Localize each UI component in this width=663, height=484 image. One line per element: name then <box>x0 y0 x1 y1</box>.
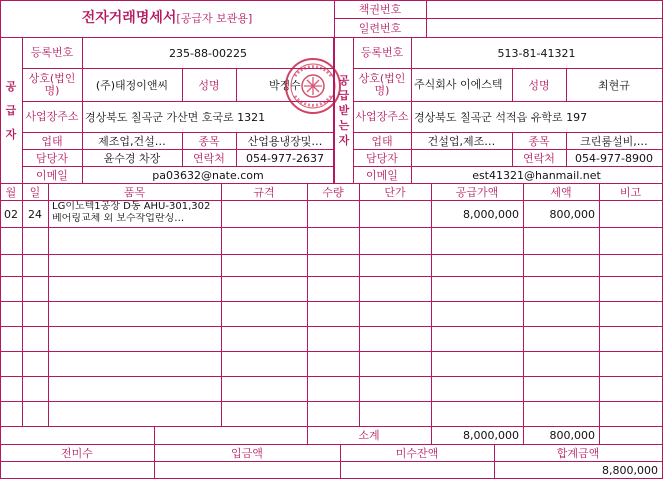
supplier-contact-label: 연락처 <box>193 151 225 165</box>
receiver-manager-label: 담당자 <box>366 151 398 165</box>
supplier-name: 박정수 <box>269 78 301 92</box>
grid-line <box>426 0 427 37</box>
grid-line <box>0 461 663 462</box>
supplier-name-label: 성명 <box>198 78 220 92</box>
receiver-business-type: 건설업,제조… <box>427 134 496 148</box>
receiver-address-label: 사업장주소 <box>355 110 409 123</box>
receiver-contact-label: 연락처 <box>523 151 555 165</box>
supplier-side-char: 공 <box>5 79 17 93</box>
supplier-manager: 윤수경 차장 <box>103 151 161 165</box>
col-tax-header: 세액 <box>550 185 572 199</box>
grid-line <box>353 166 662 167</box>
grid-line <box>182 68 183 101</box>
receiver-reg-no-label: 등록번호 <box>360 46 404 59</box>
grid-line <box>512 68 513 101</box>
grid-line <box>307 183 308 445</box>
grid-line <box>353 101 662 102</box>
grid-line <box>599 183 600 445</box>
total-label: 합계금액 <box>556 446 600 460</box>
supplier-side-char: 급 <box>5 103 17 117</box>
grid-line <box>236 68 237 101</box>
row-spec <box>221 201 307 227</box>
supplier-category: 산업용냉장및… <box>247 134 323 148</box>
grid-line <box>411 37 412 183</box>
row-unit-price <box>359 201 431 227</box>
receiver-category-label: 종목 <box>528 134 550 148</box>
grid-line <box>0 276 663 277</box>
receiver-address: 경상북도 칠곡군 석적읍 유학로 197 <box>414 110 588 124</box>
grid-line <box>182 132 183 166</box>
grid-line <box>0 426 663 427</box>
supplier-company-label: 상호(법인명) <box>28 72 76 97</box>
supplier-reg-no-label: 등록번호 <box>30 46 74 59</box>
grid-line <box>0 376 663 377</box>
receiver-side-label <box>335 38 353 183</box>
row-item-line2: 베어링교체 외 보수작업란싱… <box>52 213 185 224</box>
grid-line <box>0 37 663 38</box>
row-supply-amount: 8,000,000 <box>463 207 519 221</box>
row-tax: 800,000 <box>549 207 595 221</box>
supplier-reg-no: 235-88-00225 <box>169 46 247 60</box>
subtotal-label: 소계 <box>358 429 380 442</box>
receiver-business-type-label: 업태 <box>371 134 393 148</box>
unpaid-balance-label: 미수잔액 <box>395 446 439 460</box>
grid-line <box>22 101 334 102</box>
receiver-name: 최현규 <box>598 78 630 92</box>
row-day: 24 <box>28 207 42 221</box>
grid-line <box>0 200 663 201</box>
subtotal-supply-amount: 8,000,000 <box>463 429 519 442</box>
supplier-email-label: 이메일 <box>36 168 68 182</box>
grid-line <box>22 149 334 150</box>
supplier-business-type-label: 업태 <box>41 134 63 148</box>
grid-line <box>333 37 335 183</box>
grid-line <box>566 68 567 101</box>
col-item-header: 품목 <box>123 185 146 199</box>
grid-line <box>353 132 662 133</box>
previous-unpaid <box>0 462 154 478</box>
row-qty <box>307 201 359 227</box>
receiver-side-char: 받 <box>338 104 350 117</box>
receiver-email-label: 이메일 <box>366 168 398 182</box>
document-title <box>0 0 334 37</box>
grid-line <box>22 132 334 133</box>
receiver-side-char: 자 <box>338 134 350 147</box>
supplier-side-char: 자 <box>5 127 17 141</box>
grid-line <box>353 37 354 183</box>
grid-line <box>221 183 222 427</box>
grid-line <box>0 0 663 1</box>
supplier-address-label: 사업장주소 <box>25 110 79 123</box>
col-day-header: 일 <box>29 185 41 199</box>
receiver-contact: 054-977-8900 <box>575 151 653 165</box>
grid-line <box>154 444 155 479</box>
received-label: 입금액 <box>231 446 263 460</box>
grid-line <box>340 444 341 479</box>
grid-line <box>334 18 662 19</box>
book-no-value <box>426 0 662 18</box>
supplier-manager-label: 담당자 <box>36 151 68 165</box>
book-no-label: 책권번호 <box>358 2 402 16</box>
col-month-header: 월 <box>5 185 17 199</box>
grid-line <box>0 478 663 479</box>
supplier-company: (주)태정이앤씨 <box>95 78 169 92</box>
supplier-category-label: 종목 <box>198 134 220 148</box>
supplier-business-type: 제조업,건설… <box>98 134 166 148</box>
grid-line <box>353 149 662 150</box>
grid-line <box>82 37 83 183</box>
total-amount: 8,800,000 <box>602 463 658 477</box>
grid-line <box>0 183 663 184</box>
grid-line <box>566 132 567 166</box>
grid-line <box>0 444 663 445</box>
grid-line <box>48 183 49 427</box>
supplier-email: pa03632@nate.com <box>152 168 264 182</box>
grid-line <box>0 227 663 228</box>
receiver-category: 크린룸설비,… <box>580 134 648 148</box>
grid-line <box>236 132 237 166</box>
grid-line <box>0 0 1 479</box>
previous-unpaid-label: 전미수 <box>61 446 93 460</box>
serial-no-label: 일련번호 <box>358 21 402 35</box>
col-spec-header: 규격 <box>253 185 275 199</box>
grid-line <box>22 68 334 69</box>
row-month: 02 <box>4 207 18 221</box>
received <box>154 462 340 478</box>
grid-line <box>0 301 663 302</box>
grid-line <box>0 254 663 255</box>
receiver-reg-no: 513-81-41321 <box>497 46 576 60</box>
receiver-manager <box>411 150 512 166</box>
receiver-company-label: 상호(법인명) <box>358 72 406 97</box>
grid-line <box>353 68 662 69</box>
grid-line <box>494 444 495 479</box>
receiver-side-char: 급 <box>338 89 350 102</box>
unpaid-balance <box>340 462 494 478</box>
col-supply-amount-header: 공급가액 <box>455 185 499 199</box>
grid-line <box>523 183 524 445</box>
grid-line <box>512 132 513 166</box>
grid-line <box>154 427 155 445</box>
col-qty-header: 수량 <box>322 185 344 199</box>
title-text: 전자거래명세서 <box>81 10 177 26</box>
supplier-address: 경상북도 칠곡군 가산면 호국로 1321 <box>85 110 266 124</box>
receiver-email: est41321@hanmail.net <box>472 168 601 182</box>
supplier-contact: 054-977-2637 <box>246 151 324 165</box>
grid-line <box>334 0 335 37</box>
grid-line <box>22 166 334 167</box>
serial-no-value <box>426 19 662 37</box>
grid-line <box>22 183 23 427</box>
receiver-name-label: 성명 <box>528 78 550 92</box>
supplier-side-label <box>0 38 22 183</box>
grid-line <box>0 401 663 402</box>
title-subtitle: [공급자 보관용] <box>176 12 253 25</box>
row-item-line1: LG이노텍1공장 D동 AHU-301,302 <box>52 201 211 212</box>
subtotal-tax: 800,000 <box>549 429 595 442</box>
row-note <box>599 201 662 227</box>
receiver-side-char: 는 <box>338 119 350 132</box>
grid-line <box>22 37 23 183</box>
grid-line <box>431 183 432 445</box>
receiver-company: 주식회사 이에스텍 <box>414 78 503 91</box>
grid-line <box>359 183 360 427</box>
receiver-side-char: 공 <box>338 74 350 87</box>
grid-line <box>0 326 663 327</box>
grid-line <box>0 351 663 352</box>
col-unit-price-header: 단가 <box>384 185 406 199</box>
col-note-header: 비고 <box>619 185 642 199</box>
